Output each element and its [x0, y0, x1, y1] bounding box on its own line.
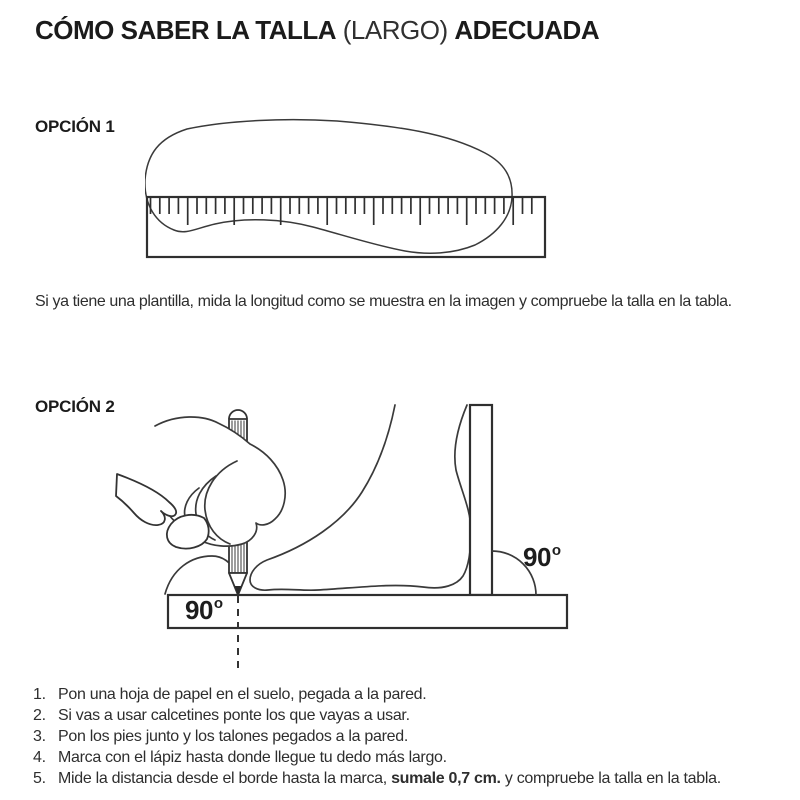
page-title [35, 14, 599, 46]
step-number: 5. [33, 770, 46, 787]
step-item-3 [33, 726, 721, 747]
angle-label-right: 90$^o$ [523, 542, 561, 572]
step-number: 3. [33, 728, 46, 745]
step-number: 1. [33, 686, 46, 703]
angle-arc-left [165, 556, 235, 594]
step-text: Marca con el lápiz hasta donde llegue tu dedo más largo. [58, 749, 447, 766]
step-text: Pon los pies junto y los talones pegados a la pared. [58, 728, 408, 745]
title-light-middle: (LARGO) [336, 15, 455, 45]
title-bold-left: CÓMO SABER LA TALLA [35, 15, 337, 45]
insole-outline [145, 120, 512, 254]
option1-caption: Si ya tiene una plantilla, mida la longitud como se muestra en la imagen y compruebe la talla en la tabla. [35, 293, 732, 310]
step-number: 4. [33, 749, 46, 766]
foot-measure-illustration [115, 398, 575, 674]
step-text: Si vas a usar calcetines ponte los que vayas a usar. [58, 707, 410, 724]
insole-ruler-illustration [145, 118, 551, 260]
step-text: Pon una hoja de papel en el suelo, pegada a la pared. [58, 686, 427, 703]
angle-label-left: 90$^o$ [185, 595, 223, 625]
step-item-2 [33, 705, 721, 726]
pencil-eraser-dome [229, 410, 247, 419]
hand [116, 417, 285, 549]
step-item-4 [33, 747, 721, 768]
step-item-1 [33, 684, 721, 705]
ruler-ticks [151, 198, 532, 225]
wall [470, 405, 492, 595]
floor-paper [168, 595, 567, 628]
step-text-bold: sumale 0,7 cm. [391, 770, 501, 787]
step-text-after: y compruebe la talla en la tabla. [500, 770, 721, 787]
step-item-5 [33, 768, 721, 789]
step-text: Mide la distancia desde el borde hasta la marca, [58, 770, 392, 787]
steps-list [33, 684, 721, 789]
title-bold-right: ADECUADA [454, 15, 600, 45]
step-number: 2. [33, 707, 46, 724]
option2-heading: OPCIÓN 2 [35, 397, 115, 416]
option1-heading: OPCIÓN 1 [35, 117, 115, 136]
